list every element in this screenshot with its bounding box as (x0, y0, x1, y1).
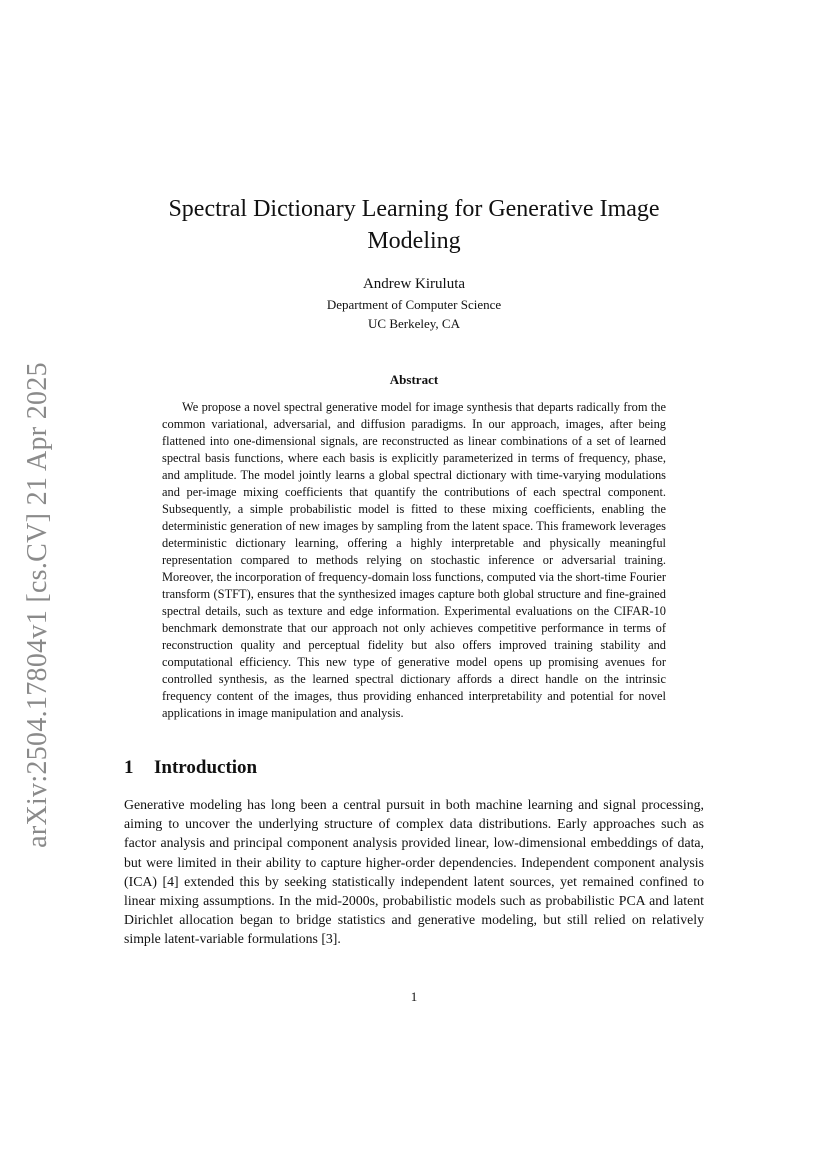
introduction-paragraph: Generative modeling has long been a central pursuit in both machine learning and signal processing, aiming to uncover the underlying structure of complex data distributions. Early approaches such as factor analysis and principal component analysis provided linear, low-dimensional embeddings of data, but were limited in their ability to capture higher-order dependencies. Independent component analysis (ICA) [4] extended this by seeking statistically independent latent sources, yet remained confined to linear mixing assumptions. In the mid-2000s, probabilistic models such as probabilistic PCA and latent Dirichlet allocation began to bridge statistics and generative modeling, but still relied on relatively simple latent-variable formulations [3]. (124, 797, 704, 947)
section-title: Introduction (154, 757, 258, 778)
author-department: Department of Computer Science (326, 297, 502, 312)
author-location: UC Berkeley, CA (368, 316, 460, 331)
section-heading-introduction (124, 757, 257, 779)
abstract-heading: Abstract (389, 372, 439, 387)
page-number: 1 (410, 989, 418, 1004)
arxiv-identifier: arXiv:2504.17804v1 [cs.CV] 21 Apr 2025 (22, 362, 53, 848)
paper-title: Spectral Dictionary Learning for Generative Image Modeling (168, 196, 660, 254)
section-number: 1 (124, 757, 134, 778)
author-name: Andrew Kiruluta (362, 276, 466, 292)
abstract-text: We propose a novel spectral generative model for image synthesis that departs radically from the common variational, adversarial, and diffusion paradigms. In our approach, images, after being flattened into one-dimensional signals, are reconstructed as linear combinations of a set of learned spectral basis functions, where each basis is explicitly parameterized in terms of frequency, phase, and amplitude. The model jointly learns a global spectral dictionary with time-varying modulations and per-image mixing coefficients that quantify the contributions of each spectral component. Subsequently, a simple probabilistic model is fitted to these mixing coefficients, enabling the deterministic generation of new images by sampling from the latent space. This framework leverages deterministic dictionary learning, offering a highly interpretable and physically meaningful representation compared to methods relying on stochastic inference or adversarial training. Moreover, the incorporation of frequency-domain loss functions, computed via the short-time Fourier transform (STFT), ensures that the synthesized images capture both global structure and fine-grained spectral details, such as texture and edge information. Experimental evaluations on the CIFAR-10 benchmark demonstrate that our approach not only achieves competitive performance in terms of reconstruction quality and perceptual fidelity but also offers improved training stability and computational efficiency. This new type of generative model opens up promising avenues for controlled synthesis, as the learned spectral dictionary affords a direct handle on the intrinsic frequency content of the images, thus providing enhanced interpretability and potential for novel applications in image manipulation and analysis. (162, 400, 666, 720)
